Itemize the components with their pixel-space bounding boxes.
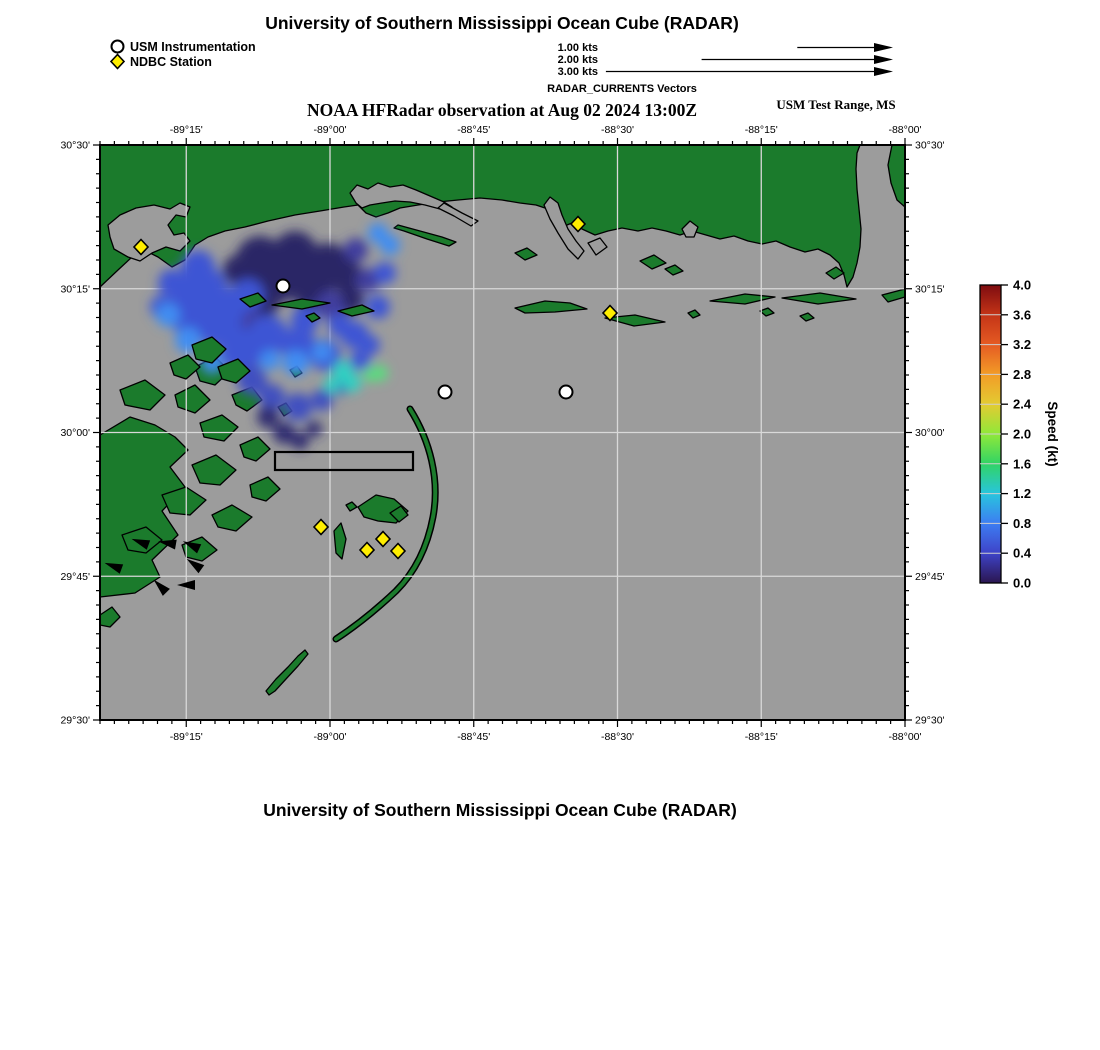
colorbar-tick-label: 0.0 xyxy=(1013,575,1032,591)
speed-cell xyxy=(259,384,285,410)
speed-cell xyxy=(156,303,180,327)
speed-cell xyxy=(366,295,390,319)
axis-tick-label: 30°15' xyxy=(915,283,945,296)
axis-tick-label: 30°30' xyxy=(60,139,90,152)
axis-tick-label: -89°00' xyxy=(313,124,347,136)
speed-cell xyxy=(324,377,340,393)
vector-scale-label-3kt: 3.00 kts xyxy=(557,66,598,78)
colorbar-axis-label: Speed (kt) xyxy=(1045,401,1060,467)
axis-tick-label: -88°00' xyxy=(888,124,922,136)
speed-cell xyxy=(158,269,186,297)
colorbar-tick-label: 1.2 xyxy=(1013,486,1032,502)
colorbar-tick-label: 2.0 xyxy=(1013,426,1032,442)
colorbar-tick-label: 2.8 xyxy=(1013,366,1032,382)
speed-cell xyxy=(257,406,279,428)
scale-arrow-head xyxy=(874,67,893,76)
speed-cell xyxy=(283,350,309,376)
colorbar xyxy=(980,278,1060,591)
usm-station-marker xyxy=(439,386,452,399)
axis-tick-label: -88°45' xyxy=(457,731,491,743)
axis-tick-label: 30°00' xyxy=(915,427,945,439)
axis-tick-label: -88°15' xyxy=(744,124,778,136)
scale-arrow-head xyxy=(874,55,893,64)
axis-tick-label: -88°45' xyxy=(457,124,491,136)
colorbar-tick-label: 3.2 xyxy=(1013,337,1032,353)
speed-cell xyxy=(328,258,362,292)
speed-cell xyxy=(380,235,400,255)
colorbar-tick-label: 4.0 xyxy=(1013,277,1032,293)
page-title: University of Southern Mississippi Ocean Cube (RADAR) xyxy=(265,13,739,33)
colorbar-tick-label: 0.8 xyxy=(1013,515,1032,531)
axis-tick-label: 29°30' xyxy=(60,714,90,727)
axis-tick-label: 29°45' xyxy=(915,570,945,583)
speed-cell xyxy=(328,313,352,337)
speed-cell xyxy=(374,262,396,284)
legend-label-ndbc: NDBC Station xyxy=(130,54,212,69)
vector-scale-label-2kt: 2.00 kts xyxy=(557,54,598,66)
colorbar-tick-label: 3.6 xyxy=(1013,307,1032,323)
speed-cell xyxy=(284,393,312,421)
speed-cell xyxy=(291,432,309,450)
colorbar-tick-label: 1.6 xyxy=(1013,456,1032,472)
axis-tick-label: -88°15' xyxy=(744,731,778,743)
axis-tick-label: 30°30' xyxy=(915,139,945,152)
colorbar-tick-label: 2.4 xyxy=(1013,396,1032,412)
speed-cell xyxy=(344,238,368,262)
vectors-caption: RADAR_CURRENTS Vectors xyxy=(547,83,697,95)
axis-tick-label: -88°00' xyxy=(888,731,922,743)
scale-arrow-head xyxy=(874,43,893,52)
speed-cell xyxy=(363,368,377,382)
usm-station-marker xyxy=(560,386,573,399)
axis-tick-label: 29°45' xyxy=(60,570,90,583)
vector-scale-arrows xyxy=(606,43,893,76)
speed-cell xyxy=(194,269,226,301)
axis-tick-label: -88°30' xyxy=(600,731,635,743)
usm-station-marker xyxy=(277,280,290,293)
axis-tick-label: -89°15' xyxy=(169,124,203,136)
axis-tick-label: -89°00' xyxy=(313,731,347,743)
speed-cell xyxy=(360,335,380,355)
axis-tick-label: -89°15' xyxy=(169,731,203,743)
speed-cell xyxy=(260,350,280,370)
axis-tick-label: 30°15' xyxy=(60,283,90,296)
speed-cell xyxy=(306,421,322,437)
speed-cell xyxy=(312,342,332,362)
colorbar-tick-label: 0.4 xyxy=(1013,545,1032,561)
axis-tick-label: 30°00' xyxy=(60,427,90,439)
axis-tick-label: 29°30' xyxy=(915,714,945,727)
speed-cell xyxy=(343,374,361,392)
footer-title: University of Southern Mississippi Ocean Cube (RADAR) xyxy=(263,800,737,820)
axis-tick-label: -88°30' xyxy=(600,124,635,136)
test-range-label: USM Test Range, MS xyxy=(776,97,896,112)
vector-scale-label-1kt: 1.00 kts xyxy=(557,42,598,54)
observation-subtitle: NOAA HFRadar observation at Aug 02 2024 13:00Z xyxy=(306,100,698,120)
legend-label-usm: USM Instrumentation xyxy=(130,39,256,54)
